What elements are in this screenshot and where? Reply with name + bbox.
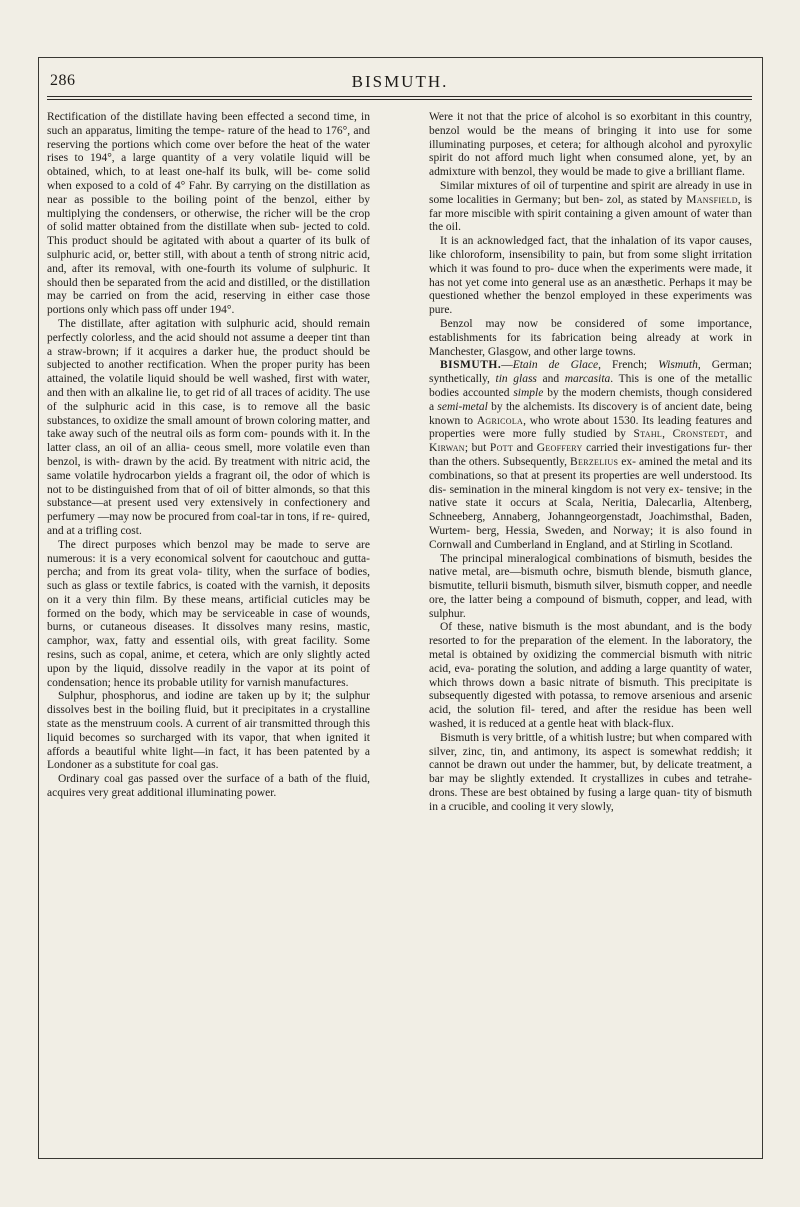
left-column [47,111,370,1151]
paragraph: Of these, native bismuth is the most abundant, and is the body resorted to for the preparation of the element. In the laboratory, the metal is obtained by oxidizing the commercial bismuth with nitric acid, eva- porating the solution, and adding a large quantity of water, which throws down a basic nitrate of bismuth. This precipitate is subsequently digested with potassa, to remove arsenious and arsenic acid, the solution fil- tered, and after the residue has been well washed, it is reduced at a gentle heat with black-flux. [429,621,752,731]
author-name: Agricola [476,414,524,427]
paragraph: Benzol may now be considered of some importance, establishments for its fabrication being already at work in Manchester, Glasgow, and other large towns. [429,317,752,358]
author-name: Stahl [633,428,663,441]
paragraph: The principal mineralogical combinations of bismuth, besides the native metal, are—bismuth ochre, bismuth blende, bismuth glance, bismutite, tellurii bismuth, bismuth silver, bismuth copper, and needle ore, the latter being a compound of bismuth, copper, and lead, with sulphur. [429,552,752,620]
paragraph: Were it not that the price of alcohol is so exorbitant in this country, benzol would be the means of bringing it into use for some illuminating purposes, et cetera; for although alcohol and pyroxylic spirit do not afford much light when consumed alone, yet, by an admixture with benzol, they would be made to give a brilliant flame. [429,111,752,179]
paragraph: Similar mixtures of oil of turpentine and spirit are already in use in some localities in Germany; but ben- zol, as stated by Mansfield, is far more miscible with spirit containing a given amount of water than the oil. [429,179,752,234]
running-header [50,70,750,94]
header-rule [47,99,752,100]
paragraph: Bismuth is very brittle, of a whitish lustre; but when compared with silver, zinc, tin, and antimony, its aspect is somewhat reddish; it cannot be drawn out under the hammer, but, by delicate treatment, a bar may be slightly extended. It crystallizes in cubes and tetrahe- drons. These are best obtained by fusing a large quan- tity of bismuth in a crucible, and cooling it very slowly, [429,731,752,813]
author-name: Geoffery [536,442,583,455]
right-column [429,111,752,1151]
author-name: Cronstedt [672,428,725,441]
paragraph: Rectification of the distillate having been effected a second time, in such an apparatus, limiting the tempe- rature of the head to 176°, and reserving the portions which come over before the heat of the water rises to 194°, a large quantity of a very volatile liquid will be obtained, which, to at least one-half its bulk, will be- come solid when exposed to a cold of 4° Fahr. By carrying on the distillation as near as possible to the boiling point of the benzol, either by multiplying the condensers, or otherwise, the richer will be the crop of solid matter obtained from the distillate when sub- jected to cold. This product should be agitated with about a quarter of its bulk of sulphuric acid, or, better still, with about a tenth of strong nitric acid, and, after its removal, with one-fourth its volume of sulphuric. It should then be separated from the acid and distilled, or the distillation may be carried on from the acid, reserving in either case those portions only which pass off under 194°. [47,111,370,317]
running-title: BISMUTH. [351,72,449,91]
author-name: Mansfield [686,193,738,206]
page-number: 286 [50,72,76,89]
entry-heading: BISMUTH. [440,359,502,372]
author-name: Pott [489,442,514,455]
author-name: Kirwan [429,442,465,455]
paragraph: The direct purposes which benzol may be made to serve are numerous: it is a very economical solvent for caoutchouc and gutta-percha; and from its great vola- tility, when the surface of bodies, such as glass or textile fabrics, is coated with the varnish, it deposits on it a very thin film. By these means, artificial cuticles may be formed on the body, which may be serviceable in case of wounds, burns, or cutaneous diseases. It dissolves many resins, mastic, camphor, wax, fatty and essential oils, with great facility. Some resins, such as copal, anime, et cetera, which are only slightly acted upon by the liquid, dissolve readily in the vapor at its point of condensation; hence its probable utility for varnish manufactures. [47,538,370,689]
paragraph: Ordinary coal gas passed over the surface of a bath of the fluid, acquires very great additional illuminating power. [47,773,370,800]
paragraph: Sulphur, phosphorus, and iodine are taken up by it; the sulphur dissolves best in the boiling fluid, but it precipitates in a crystalline state as the menstruum cools. A current of air transmitted through this liquid becomes so surcharged with its vapor, that when ignited it affords a beautiful white light—in fact, it has been patented by a Londoner as a substitute for coal gas. [47,690,370,772]
header-rule [47,96,752,97]
entry-bismuth: BISMUTH.—Etain de Glace, French; Wismuth, German; synthetically, tin glass and marcasita. This is one of the metallic bodies accounted simple by the modern chemists, though considered a semi-metal by the alchemists. Its discovery is of ancient date, being known to Agricola, who wrote about 1530. Its leading features and properties were more fully studied by Stahl, Cronstedt, and Kirwan; but Pott and Geoffery carried their investigations fur- ther than the others. Subsequently, Berzelius ex- amined the metal and its combinations, so that at present its properties are well understood. Its dis- semination in the mineral kingdom is not very ex- tensive; in the native state it occurs at Scala, Neritia, Dalecarlia, Altenberg, Schneeberg, Annaberg, Johanngeorgenstadt, Joachimsthal, Baden, Wurtem- berg, Hessia, Sweden, and Norway; it is also found in Cornwall and Cumberland in England, and at Stirling in Scotland. [429,359,752,551]
author-name: Berzelius [570,455,619,468]
paragraph: The distillate, after agitation with sulphuric acid, should remain perfectly colorless, and the acid should not assume a deeper tint than a straw-brown; if it acquires a darker hue, the product should be subjected to another rectification. When the proper purity has been attained, the volatile liquid should be well washed, first with water, and then with an alkaline lie, to get rid of all traces of acidity. The use of the sulphuric acid in this case, is to remove all the basic substances, to oxidize the small amount of brown coloring matter, and take away such of the neutral oils as form com- pounds with it. In the latter class, an oil of an allia- ceous smell, more volatile even than benzol, is with- drawn by the acid. By treatment with nitric acid, the same volatile hydrocarbon yields a fragrant oil, the odor of which is not to be distinguished from that of oil of bitter almonds, so that this substance—at present used very extensively in confectionery and perfumery —may now be procured from coal-tar in tons, if re- quired, and at a trifling cost. [47,317,370,537]
paragraph: It is an acknowledged fact, that the inhalation of its vapor causes, like chloroform, insensibility to pain, but from some slight irritation which it was found to pro- duce when the experiments were made, it has not yet come into general use as an anæsthetic. Perhaps it may be questioned whether the benzol employed in these experiments was pure. [429,235,752,317]
